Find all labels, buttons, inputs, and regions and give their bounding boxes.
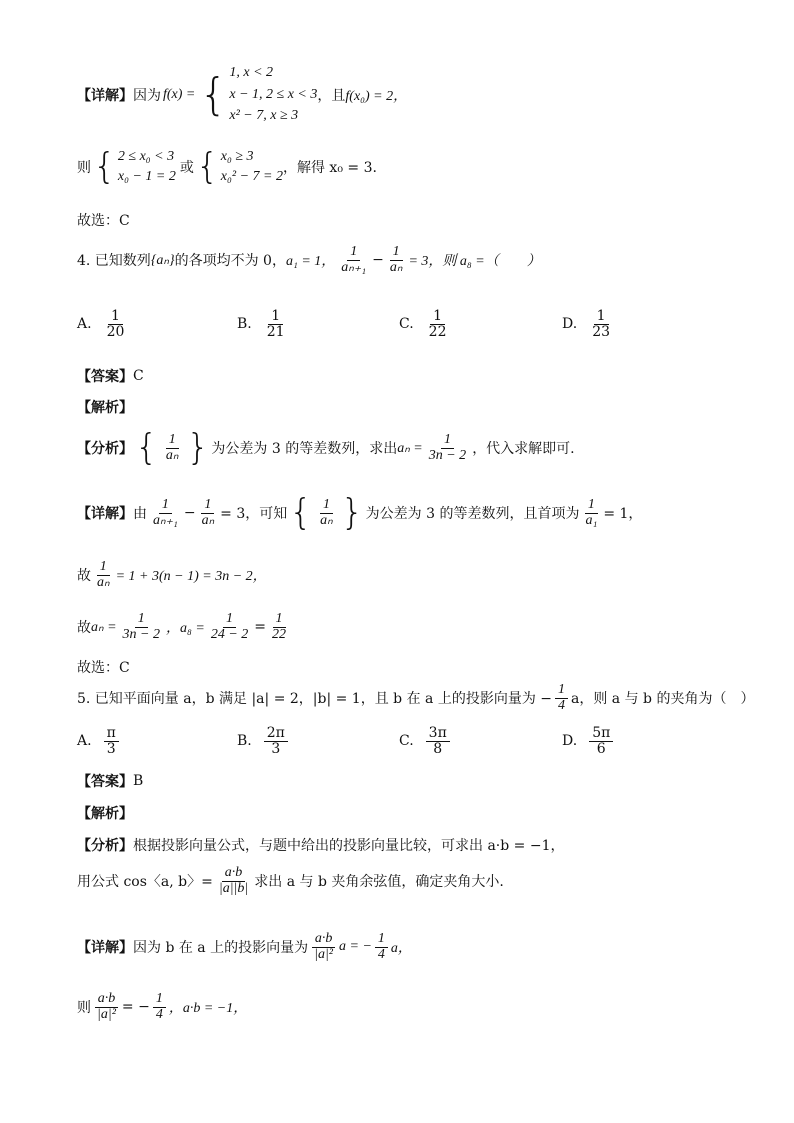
frac-num: 1	[347, 245, 360, 261]
frac-num: 1	[268, 309, 283, 325]
frac-den: 3n − 2	[428, 447, 467, 463]
frac-den: aₙ	[97, 574, 110, 590]
frac-den: 22	[272, 626, 286, 642]
frac-num: 1	[201, 498, 214, 514]
frac-num: 1	[166, 433, 179, 449]
detail-text-a: 因为 b 在 a 上的投影向量为	[133, 940, 309, 957]
case-3: x² − 7, x ≥ 3	[229, 108, 299, 124]
fraction-1-over-an	[317, 498, 336, 528]
option-letter: B.	[237, 316, 252, 333]
case-2: x − 1, 2 ≤ x < 3	[229, 86, 318, 102]
fraction-1-over-24-2	[208, 612, 251, 642]
q5-stem-a: 5. 已知平面向量 a，b 满足 |a| = 2，|b| = 1，且 b 在 a 上的投影向量为 −	[77, 691, 553, 708]
frac-num: a·b	[312, 932, 336, 948]
frac-num: 1	[153, 992, 166, 1008]
frac-num: 1	[159, 498, 172, 514]
fenxi-text-b: ，代入求解即可.	[472, 441, 575, 457]
an-equals: aₙ =	[397, 440, 423, 456]
frac-num: 1	[390, 245, 403, 261]
formula-text-b: 求出 a 与 b 夹角余弦值，确定夹角大小.	[254, 874, 504, 891]
q3-detail-line	[77, 62, 407, 127]
frac-num: 1	[585, 498, 598, 514]
step1-text-b: = 1 + 3(n − 1) = 3n − 2，	[115, 569, 267, 585]
answer-label: 【答案】	[77, 369, 133, 385]
result-text: ，解得 x₀ = 3.	[282, 160, 377, 177]
q3-system-line	[77, 147, 377, 188]
frac-num: 1	[555, 683, 568, 699]
frac-den: a₁	[585, 512, 598, 528]
frac-num: 2π	[264, 726, 288, 742]
sys2-eq1: x₀ ≥ 3	[220, 149, 254, 164]
a1-value: a₁ = 1，	[285, 254, 336, 270]
sequence-symbol: {aₙ}	[150, 252, 175, 268]
frac-den: 20	[106, 323, 125, 340]
answer-label: 【答案】	[77, 774, 133, 790]
q5-answer	[77, 771, 143, 791]
frac-num: 1	[594, 309, 609, 325]
fenxi-label: 【分析】	[77, 838, 133, 854]
option-d[interactable]	[562, 309, 616, 339]
minus: −	[372, 252, 384, 269]
q5-formula	[77, 866, 504, 896]
frac-num: 1	[375, 932, 388, 948]
q5-detail	[77, 932, 412, 962]
dot-over-norm-fraction	[94, 992, 119, 1022]
option-c[interactable]	[399, 309, 453, 339]
frac-den: 21	[266, 323, 285, 340]
q5-analysis	[77, 803, 133, 823]
detail-text-b: ，且	[317, 87, 346, 104]
q5-stem-b: a，则 a 与 b 的夹角为（ ）	[571, 691, 755, 708]
set-brace-close: }	[186, 427, 210, 468]
q4-step1	[77, 560, 267, 590]
step2-text-c: =	[254, 619, 266, 636]
q5-stem	[77, 683, 754, 713]
frac-den: 3	[106, 740, 116, 757]
option-c[interactable]	[399, 726, 453, 756]
detail-label: 【详解】	[77, 506, 133, 522]
detail-text: 因为	[133, 87, 161, 104]
frac-num: 1	[320, 498, 333, 514]
frac-den: 22	[428, 323, 447, 340]
q4-answer	[77, 366, 144, 386]
set-brace-open: {	[289, 492, 313, 533]
q4-fenxi	[77, 427, 575, 468]
option-fraction	[589, 726, 613, 756]
case-1: 1, x < 2	[229, 65, 274, 80]
frac-den: aₙ	[165, 447, 179, 463]
frac-num: 1	[430, 309, 445, 325]
q4-stem-b: 的各项均不为 0，	[174, 253, 286, 270]
fraction-1-over-an	[199, 498, 218, 528]
fraction-1-over-an	[94, 560, 113, 590]
answer-value: B	[133, 773, 144, 789]
option-letter: B.	[237, 733, 252, 750]
detail-text-c: 为公差为 3 的等差数列，且首项为	[365, 506, 580, 522]
frac-den: aₙ	[389, 259, 403, 275]
cases-brace: {	[199, 68, 228, 120]
choice-text: 故选：C	[77, 213, 130, 229]
fraction-1-over-4	[153, 992, 166, 1022]
frac-den: 6	[596, 740, 606, 757]
then-text-c: ，a·b = −1，	[168, 1001, 248, 1017]
frac-num: 1	[223, 612, 236, 628]
option-letter: D.	[562, 316, 578, 333]
frac-den: |a|²	[97, 1006, 116, 1022]
system-1	[118, 147, 176, 188]
frac-den: aₙ	[201, 512, 215, 528]
frac-den: 3	[271, 740, 281, 757]
frac-den: 4	[558, 697, 566, 713]
q5-then	[77, 992, 247, 1022]
projection-fraction	[311, 932, 336, 962]
then-label: 则	[77, 160, 91, 177]
option-letter: A.	[77, 733, 92, 750]
frac-num: 1	[108, 309, 123, 325]
option-letter: C.	[399, 316, 414, 333]
fraction-1-over-3n2	[120, 612, 163, 642]
fraction-1-over-4	[555, 683, 568, 713]
option-fraction	[426, 726, 450, 756]
condition: f(x₀) = 2，	[345, 88, 408, 104]
frac-den: 4	[155, 1006, 163, 1022]
detail-text-d: = 1，	[603, 506, 643, 522]
frac-num: 5π	[589, 726, 613, 742]
set-brace-open: {	[135, 427, 158, 468]
analysis-label: 【解析】	[77, 806, 133, 822]
q4-stem-a: 4. 已知数列	[77, 253, 151, 270]
q4-choice	[77, 657, 130, 677]
fraction-1-over-4	[375, 932, 388, 962]
answer-value: C	[133, 368, 144, 384]
formula-text-a: 用公式 cos〈a, b〉=	[77, 874, 213, 891]
step2-text-a: 故	[77, 620, 91, 637]
frac-den: 8	[433, 740, 443, 757]
fenxi-label: 【分析】	[77, 441, 133, 457]
option-letter: A.	[77, 316, 92, 333]
frac-den: aₙ	[320, 512, 333, 528]
fenxi-text: 根据投影向量公式，与题中给出的投影向量比较，可求出 a·b = −1，	[133, 838, 565, 854]
frac-den: 4	[377, 946, 385, 962]
then-text-b: = −	[121, 999, 150, 1016]
relation-rhs: = 3，则 a₈ =（ ）	[408, 254, 541, 270]
option-fraction	[589, 309, 613, 339]
option-letter: D.	[562, 733, 578, 750]
frac-num: 1	[273, 612, 286, 628]
frac-den: aₙ₊₁	[153, 512, 178, 528]
frac-num: 1	[441, 433, 454, 449]
q5-fenxi	[77, 835, 564, 855]
frac-den: aₙ₊₁	[341, 259, 367, 275]
detail-text-c: a，	[390, 941, 412, 957]
then-text-a: 则	[77, 1000, 91, 1017]
frac-num: a·b	[95, 992, 119, 1008]
or-label: 或	[179, 160, 194, 177]
option-letter: C.	[399, 733, 414, 750]
option-fraction	[426, 309, 450, 339]
analysis-label: 【解析】	[77, 400, 133, 416]
option-a[interactable]	[77, 726, 122, 756]
option-fraction	[264, 309, 288, 339]
fraction-1-over-an	[387, 245, 406, 275]
sys2-eq2: x₀² − 7 = 2	[220, 169, 283, 185]
q4-step2	[77, 612, 292, 642]
option-d[interactable]	[562, 726, 616, 756]
frac-den: |a|²	[314, 946, 334, 962]
system-2	[221, 147, 283, 188]
q4-detail	[77, 492, 643, 533]
system-brace-1: {	[93, 146, 116, 188]
fraction-1-over-22	[269, 612, 289, 642]
detail-label: 【详解】	[77, 940, 133, 957]
q4-analysis	[77, 397, 133, 417]
option-a[interactable]	[77, 309, 130, 339]
fenxi-text-a: 为公差为 3 的等差数列，求出	[211, 441, 398, 457]
fraction-1-over-an1	[150, 498, 181, 528]
step1-text-a: 故	[77, 568, 91, 585]
option-fraction	[104, 309, 128, 339]
frac-den: |a||b|	[218, 880, 249, 896]
frac-num: a·b	[222, 866, 246, 882]
minus: −	[183, 505, 196, 521]
fraction-1-over-3n2	[426, 433, 469, 463]
sys1-eq2: x₀ − 1 = 2	[117, 169, 176, 185]
sys1-eq1: 2 ≤ x₀ < 3	[117, 149, 175, 164]
q3-choice	[77, 210, 130, 230]
step2-text-b: ，a₈ =	[165, 621, 205, 637]
set-brace-close: }	[340, 492, 364, 533]
detail-label: 【详解】	[77, 87, 133, 104]
q4-stem	[77, 245, 541, 275]
an-equals: aₙ =	[91, 619, 117, 635]
detail-text-b: a = −	[339, 939, 372, 955]
frac-num: 1	[97, 560, 110, 576]
fraction-1-over-an	[163, 433, 182, 463]
cosine-fraction	[216, 866, 251, 896]
fraction-1-over-an1	[338, 245, 369, 275]
option-b[interactable]	[237, 309, 291, 339]
function-name: f(x) =	[163, 86, 196, 102]
option-fraction	[264, 726, 288, 756]
frac-den: 23	[592, 323, 611, 340]
fraction-1-over-a1	[582, 498, 600, 528]
frac-num: 1	[135, 612, 148, 628]
choice-text: 故选：C	[77, 660, 130, 676]
system-brace-2: {	[195, 146, 219, 188]
frac-num: 3π	[426, 726, 450, 742]
option-fraction	[104, 726, 119, 756]
option-b[interactable]	[237, 726, 291, 756]
detail-text-b: = 3，可知	[220, 506, 288, 522]
piecewise-cases	[229, 62, 317, 127]
frac-den: 3n − 2	[122, 626, 160, 642]
detail-text-a: 由	[133, 506, 147, 522]
frac-num: π	[104, 726, 119, 742]
frac-den: 24 − 2	[210, 626, 249, 642]
